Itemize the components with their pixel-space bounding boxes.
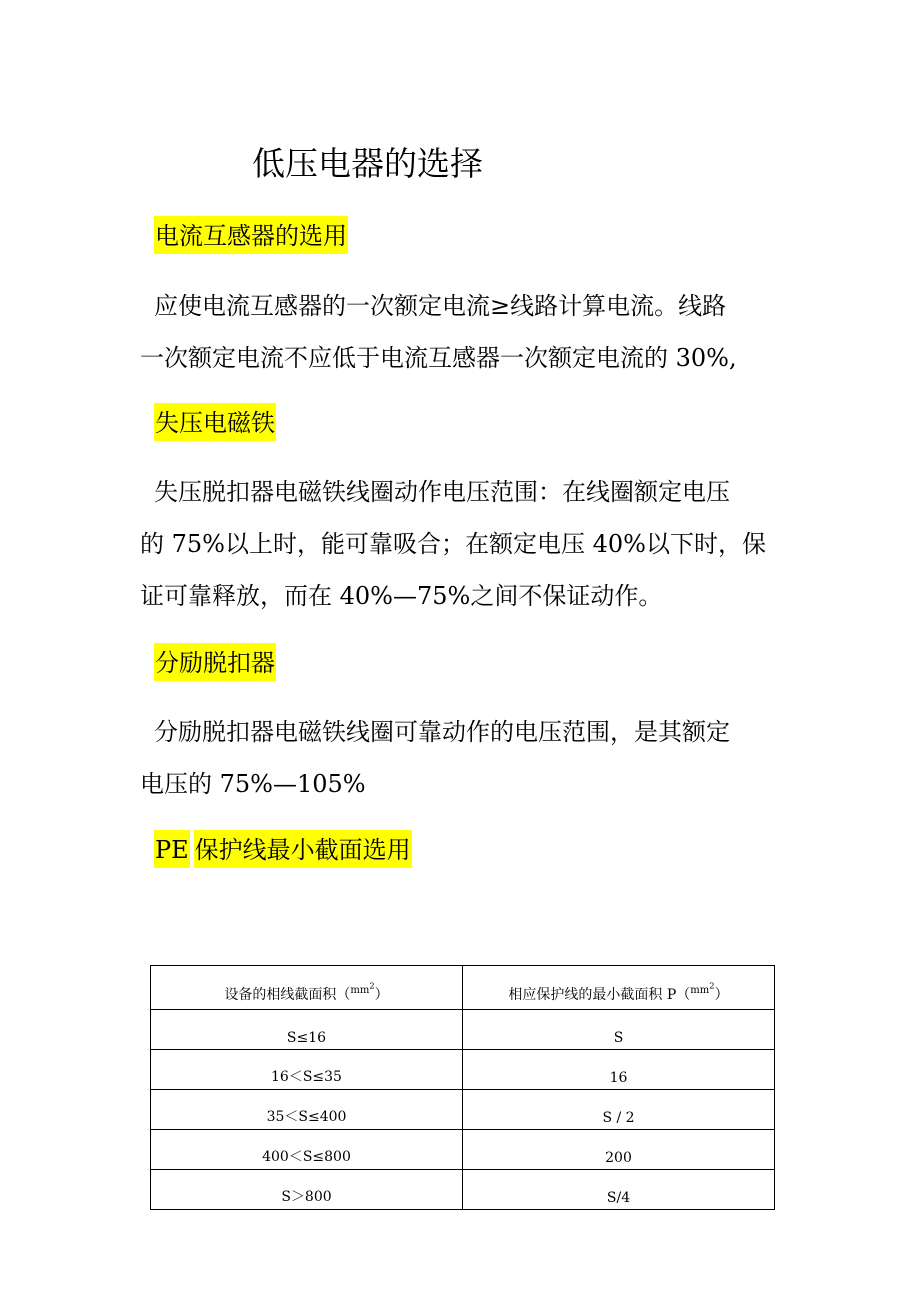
table-cell: S＞800: [151, 1170, 463, 1210]
table-cell: 400＜S≤800: [151, 1130, 463, 1170]
paragraph-line: 证可靠释放，而在 40%—75%之间不保证动作。: [140, 582, 663, 610]
section-heading-shunt-release: [154, 638, 276, 688]
table-row: [151, 1090, 775, 1130]
paragraph-line: 分励脱扣器电磁铁线圈可靠动作的电压范围，是其额定: [154, 718, 730, 746]
table-header-pe-min-cross-section: 相应保护线的最小截面积 P（$^{mm^2}$）: [463, 966, 775, 1010]
table-cell: 200: [463, 1130, 775, 1170]
table-header-row: [151, 966, 775, 1010]
highlighted-heading-text: 电流互感器的选用: [154, 216, 348, 254]
document-title: 低压电器的选择: [252, 144, 483, 183]
table-row: [151, 1170, 775, 1210]
pe-cross-section-table: [150, 965, 775, 1210]
paragraph-shunt-release: [140, 706, 782, 810]
table-cell: S≤16: [151, 1010, 463, 1050]
table-header-phase-cross-section: 设备的相线截面积（$^{mm^2}$）: [151, 966, 463, 1010]
unit-mm: mm2: [350, 980, 375, 996]
table-row: [151, 1130, 775, 1170]
paragraph-line: 应使电流互感器的一次额定电流≥线路计算电流。线路: [154, 292, 727, 320]
paragraph-line: 一次额定电流不应低于电流互感器一次额定电流的 30%,: [140, 344, 737, 372]
section-heading-pe-conductor: [154, 825, 412, 875]
table-cell: S/4: [463, 1170, 775, 1210]
table-cell: 35＜S≤400: [151, 1090, 463, 1130]
table-cell: S / 2: [463, 1090, 775, 1130]
paragraph-undervoltage-magnet: [140, 466, 782, 622]
section-heading-current-transformer: [154, 211, 348, 261]
highlighted-heading-text: 失压电磁铁: [154, 403, 276, 441]
table-cell: 16＜S≤35: [151, 1050, 463, 1090]
highlighted-heading-text: 分励脱扣器: [154, 643, 276, 681]
table-cell: 16: [463, 1050, 775, 1090]
highlighted-heading-prefix: PE: [154, 830, 190, 868]
highlighted-heading-text: 保护线最小截面选用: [194, 830, 412, 868]
unit-mm: mm2: [690, 980, 715, 996]
paragraph-line: 失压脱扣器电磁铁线圈动作电压范围：在线圈额定电压: [154, 478, 730, 506]
table-row: [151, 1050, 775, 1090]
paragraph-line: 电压的 75%—105%: [140, 770, 366, 798]
table-row: [151, 1010, 775, 1050]
paragraph-line: 的 75%以上时，能可靠吸合；在额定电压 40%以下时，保: [140, 530, 766, 558]
table-cell: S: [463, 1010, 775, 1050]
section-heading-undervoltage-magnet: [154, 398, 276, 448]
paragraph-current-transformer: [140, 280, 782, 384]
